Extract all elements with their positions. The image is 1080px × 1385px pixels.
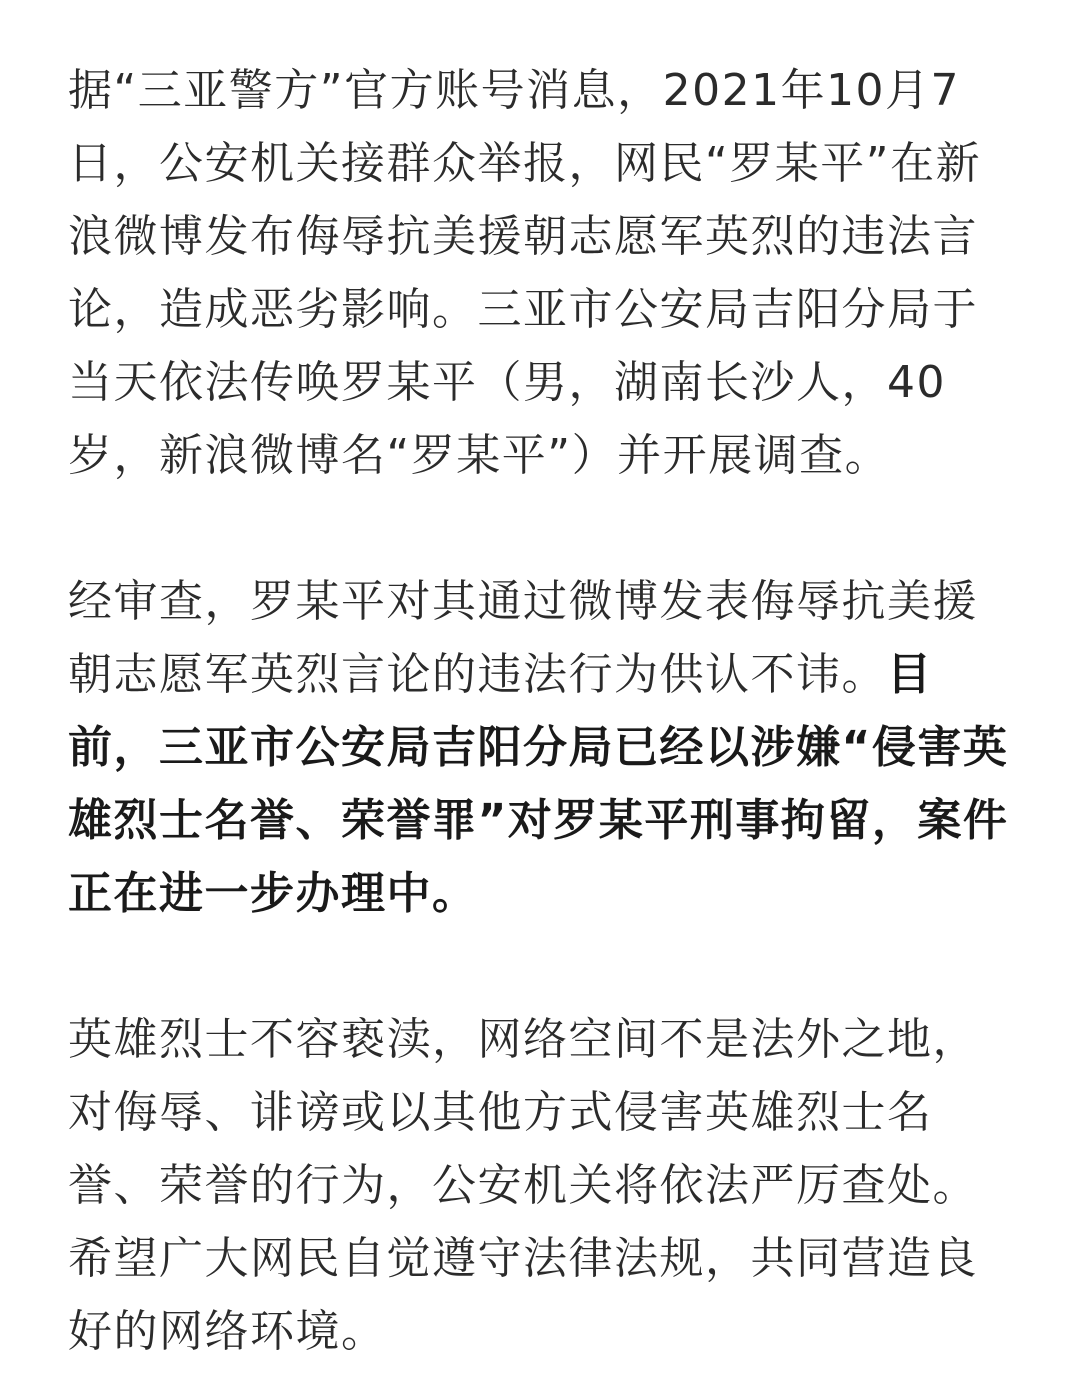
paragraph-1: 据“三亚警方”官方账号消息，2021年10月7日，公安机关接群众举报，网民“罗某平”在新浪微博发布侮辱抗美援朝志愿军英烈的违法言论，造成恶劣影响。三亚市公安局吉阳分局于当天依法传唤罗某平（男，湖南长沙人，40岁，新浪微博名“罗某平”）并开展调查。 [68,65,982,481]
paragraph-2-bold-text: 目前，三亚市公安局吉阳分局已经以涉嫌“侵害英雄烈士名誉、荣誉罪”对罗某平刑事拘留，案件正在进一步办理中。 [68,649,1009,919]
paragraph-2-text: 经审查，罗某平对其通过微博发表侮辱抗美援朝志愿军英烈言论的违法行为供认不讳。 [68,576,978,700]
paragraph-3: 英雄烈士不容亵渎，网络空间不是法外之地，对侮辱、诽谤或以其他方式侵害英雄烈士名誉、荣誉的行为，公安机关将依法严厉查处。希望广大网民自觉遵守法律法规，共同营造良好的网络环境。 [68,1014,978,1357]
paragraph-2 [68,565,1018,930]
article-body [68,54,1018,1368]
